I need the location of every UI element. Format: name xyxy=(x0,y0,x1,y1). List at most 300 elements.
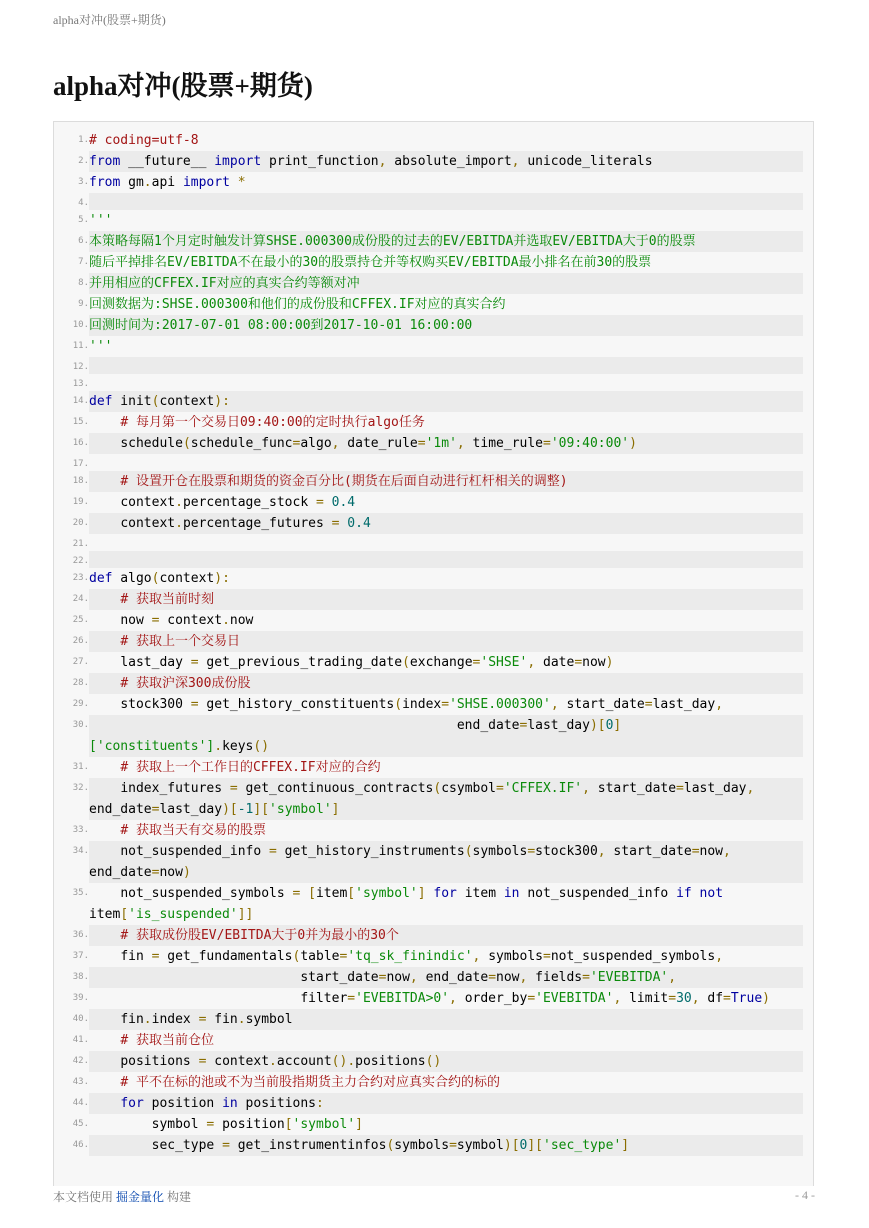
code-token: # 获取沪深300成份股 xyxy=(89,676,251,691)
code-token: 回测数据为:SHSE.000300和他们的成份股和CFFEX.IF对应的真实合约 xyxy=(89,297,506,312)
code-token: filter xyxy=(89,991,348,1006)
code-token: ] xyxy=(417,886,434,901)
code-token: # 获取上一个交易日 xyxy=(89,634,240,649)
code-line xyxy=(54,1051,813,1072)
line-number: 14. xyxy=(72,396,89,406)
code-line xyxy=(54,715,813,757)
line-number: 25. xyxy=(72,615,89,625)
code-token: [ xyxy=(120,907,129,922)
code-token: , xyxy=(715,949,724,964)
code-token: = xyxy=(691,844,700,859)
code-token: , xyxy=(519,970,528,985)
code-text xyxy=(89,778,803,820)
code-token: # 平不在标的池或不为当前股指期货主力合约对应真实合约的标的 xyxy=(89,1075,500,1090)
code-text xyxy=(89,673,803,694)
code-line xyxy=(54,883,813,925)
code-line xyxy=(54,252,813,273)
code-token: not_suspended_info xyxy=(519,886,677,901)
code-token: sec_type xyxy=(89,1138,223,1153)
line-number: 23. xyxy=(72,573,89,583)
code-token: , xyxy=(331,436,340,451)
code-line xyxy=(54,513,813,534)
code-token: # 获取当前仓位 xyxy=(89,1033,214,1048)
code-token: , xyxy=(715,697,724,712)
code-token: last_day xyxy=(89,655,191,670)
code-token: position xyxy=(143,1096,223,1111)
code-token: , xyxy=(691,991,700,1006)
code-token: symbols xyxy=(394,1138,450,1153)
code-token: fin xyxy=(89,1012,144,1027)
code-text xyxy=(89,391,803,412)
line-number: 9. xyxy=(78,299,89,309)
code-token: () xyxy=(425,1054,442,1069)
code-token: 随后平掉排名EV/EBITDA不在最小的30的股票持仓并等权购买EV/EBITDA最小排名在前30的股票 xyxy=(89,255,652,270)
code-token: symbols xyxy=(472,844,528,859)
code-token: = xyxy=(198,1012,207,1027)
code-token: # 每月第一个交易日09:40:00的定时执行algo任务 xyxy=(89,415,425,430)
code-token: = xyxy=(676,781,684,796)
code-token: , xyxy=(613,991,622,1006)
code-token: = xyxy=(472,655,481,670)
code-line xyxy=(54,1009,813,1030)
code-line xyxy=(54,1114,813,1135)
code-token: get_fundamentals xyxy=(159,949,293,964)
line-number: 35. xyxy=(72,888,89,898)
code-token: index xyxy=(151,1012,199,1027)
line-number: 26. xyxy=(72,636,89,646)
code-token: positions xyxy=(355,1054,426,1069)
code-token: now xyxy=(386,970,410,985)
code-token: = xyxy=(151,865,160,880)
code-token: ][ xyxy=(253,802,270,817)
code-token: init xyxy=(112,394,152,409)
code-token: # 获取当前时刻 xyxy=(89,592,214,607)
code-line xyxy=(54,315,813,336)
code-token: index xyxy=(402,697,442,712)
code-line xyxy=(54,231,813,252)
code-text xyxy=(89,294,803,315)
code-token: , xyxy=(723,844,731,859)
code-token: ]] xyxy=(237,907,254,922)
code-text xyxy=(89,412,803,433)
code-token: '09:40:00' xyxy=(550,436,630,451)
code-token: end_date xyxy=(89,802,152,817)
code-token: in xyxy=(222,1096,238,1111)
code-line xyxy=(54,492,813,513)
code-token: * xyxy=(229,175,246,190)
code-token: now xyxy=(496,970,520,985)
code-token: from xyxy=(89,175,121,190)
code-token: now xyxy=(229,613,254,628)
line-number: 24. xyxy=(72,594,89,604)
code-token: 30 xyxy=(676,991,692,1006)
code-line xyxy=(54,589,813,610)
code-line xyxy=(54,551,813,568)
code-token: stock300 xyxy=(89,697,191,712)
page-number: - 4 - xyxy=(795,1188,815,1202)
code-token: last_day xyxy=(683,781,747,796)
code-text xyxy=(89,172,803,193)
code-token: date_rule xyxy=(339,436,418,451)
code-line xyxy=(54,610,813,631)
code-text xyxy=(89,551,803,568)
line-number: 44. xyxy=(72,1098,89,1108)
code-token: ''' xyxy=(89,339,113,354)
code-token: account xyxy=(276,1054,332,1069)
code-token: , xyxy=(472,949,481,964)
footer-link[interactable]: 掘金量化 xyxy=(116,1190,165,1204)
code-text xyxy=(89,210,803,231)
code-line xyxy=(54,694,813,715)
code-token: 0 xyxy=(519,1138,528,1153)
code-token: 'is_suspended' xyxy=(128,907,238,922)
code-text xyxy=(89,589,803,610)
line-number: 12. xyxy=(72,362,89,372)
code-token: = xyxy=(151,949,160,964)
code-text xyxy=(89,273,803,294)
code-token: schedule xyxy=(89,436,183,451)
footer-credit xyxy=(53,1188,191,1205)
code-token: positions xyxy=(237,1096,317,1111)
code-token: = xyxy=(206,1117,215,1132)
code-token: positions xyxy=(89,1054,199,1069)
line-number: 5. xyxy=(78,215,89,225)
code-token: algo xyxy=(300,436,332,451)
code-line xyxy=(54,391,813,412)
code-token: , xyxy=(456,436,465,451)
code-token: ) xyxy=(629,436,637,451)
code-token: = xyxy=(229,781,238,796)
code-token: ] xyxy=(613,718,622,733)
code-token: context xyxy=(206,1054,270,1069)
code-token: unicode_literals xyxy=(519,154,653,169)
code-token: = xyxy=(292,436,301,451)
code-text xyxy=(89,883,803,925)
code-text xyxy=(89,357,803,374)
code-token: not_suspended_symbols xyxy=(550,949,716,964)
code-token: (). xyxy=(331,1054,356,1069)
code-token: symbol xyxy=(89,1117,207,1132)
code-token: ] xyxy=(355,1117,363,1132)
code-text xyxy=(89,315,803,336)
line-number: 30. xyxy=(72,720,89,730)
code-text xyxy=(89,925,803,946)
code-token: 'EVEBITDA>0' xyxy=(355,991,450,1006)
line-number: 19. xyxy=(72,497,89,507)
code-token: ( xyxy=(151,394,160,409)
code-token: = xyxy=(339,949,348,964)
code-token: get_continuous_contracts xyxy=(237,781,434,796)
line-number: 29. xyxy=(72,699,89,709)
code-token: 0.4 xyxy=(339,516,371,531)
code-token: ''' xyxy=(89,213,113,228)
code-token: start_date xyxy=(558,697,645,712)
code-token: . xyxy=(222,613,230,628)
code-token: ) xyxy=(605,655,614,670)
code-text xyxy=(89,988,803,1009)
code-token: end_date xyxy=(89,718,520,733)
code-token: () xyxy=(253,739,270,754)
code-token: ( xyxy=(292,949,301,964)
code-token: ] xyxy=(331,802,340,817)
code-token: )[ xyxy=(589,718,606,733)
code-token: , xyxy=(511,154,520,169)
code-token: [ xyxy=(300,886,316,901)
code-token: # 获取成份股EV/EBITDA大于0并为最小的30个 xyxy=(89,928,399,943)
code-text xyxy=(89,631,803,652)
code-token: True xyxy=(730,991,763,1006)
code-token xyxy=(89,1096,120,1111)
code-token: context xyxy=(89,495,176,510)
code-line xyxy=(54,946,813,967)
code-token: def xyxy=(89,571,113,586)
code-token: = xyxy=(222,1138,230,1153)
code-line xyxy=(54,433,813,454)
line-number: 32. xyxy=(72,783,89,793)
code-token: 'EVEBITDA' xyxy=(535,991,614,1006)
code-text xyxy=(89,757,803,778)
code-token: ): xyxy=(214,394,230,409)
code-line xyxy=(54,294,813,315)
line-number: 7. xyxy=(78,257,89,267)
code-line xyxy=(54,1030,813,1051)
code-token: = xyxy=(316,495,324,510)
code-text xyxy=(89,471,803,492)
line-number: 31. xyxy=(72,762,89,772)
code-text xyxy=(89,1114,803,1135)
code-token: in xyxy=(503,886,520,901)
line-number: 21. xyxy=(72,539,89,549)
code-line xyxy=(54,1135,813,1156)
code-token: now xyxy=(159,865,183,880)
line-number: 22. xyxy=(72,556,89,566)
code-line xyxy=(54,757,813,778)
line-number: 11. xyxy=(72,341,89,351)
line-number: 36. xyxy=(72,930,89,940)
running-header: alpha对冲(股票+期货) xyxy=(53,13,166,27)
code-token: = xyxy=(331,516,340,531)
code-token: not_suspended_symbols xyxy=(89,886,293,901)
line-number: 1. xyxy=(78,135,89,145)
code-line xyxy=(54,673,813,694)
code-token: item xyxy=(456,886,504,901)
code-block xyxy=(53,121,814,1186)
code-token: ( xyxy=(464,844,473,859)
code-token: , xyxy=(597,844,606,859)
code-token: keys xyxy=(222,739,254,754)
footer-suffix: 构建 xyxy=(164,1190,192,1204)
code-token: = xyxy=(582,970,590,985)
code-token: = xyxy=(378,970,387,985)
code-text xyxy=(89,1093,803,1114)
code-token: = xyxy=(347,991,356,1006)
code-text xyxy=(89,568,803,589)
line-number: 17. xyxy=(72,459,89,469)
code-token: ) xyxy=(762,991,770,1006)
code-token: = xyxy=(543,436,551,451)
code-token: , xyxy=(550,697,559,712)
code-text xyxy=(89,433,803,454)
code-text xyxy=(89,1051,803,1072)
code-token: = xyxy=(292,886,301,901)
code-token: fin xyxy=(89,949,152,964)
code-token: = xyxy=(441,697,450,712)
code-token: , xyxy=(668,970,677,985)
code-token: start_date xyxy=(89,970,379,985)
code-token: [ xyxy=(347,886,356,901)
code-text xyxy=(89,841,803,883)
code-token: absolute_import xyxy=(386,154,512,169)
code-line xyxy=(54,412,813,433)
code-text xyxy=(89,715,803,757)
code-token: 'SHSE' xyxy=(480,655,528,670)
line-number: 15. xyxy=(72,417,89,427)
code-token: index_futures xyxy=(89,781,230,796)
code-token: item xyxy=(315,886,348,901)
code-token: . xyxy=(175,516,183,531)
code-text xyxy=(89,130,803,151)
code-line xyxy=(54,471,813,492)
code-token: = xyxy=(644,697,653,712)
code-token: date xyxy=(535,655,575,670)
code-token: api xyxy=(151,175,183,190)
line-number: 38. xyxy=(72,972,89,982)
code-token: # 设置开仓在股票和期货的资金百分比(期货在后面自动进行杠杆相关的调整) xyxy=(89,474,568,489)
code-token: . xyxy=(175,495,183,510)
code-token: percentage_stock xyxy=(182,495,316,510)
code-token: last_day xyxy=(652,697,716,712)
code-text xyxy=(89,946,803,967)
code-token: 'symbol' xyxy=(355,886,418,901)
code-token: df xyxy=(699,991,724,1006)
code-token: # 获取上一个工作日的CFFEX.IF对应的合约 xyxy=(89,760,381,775)
code-line xyxy=(54,193,813,210)
code-token: item xyxy=(89,907,121,922)
code-token xyxy=(692,886,700,901)
code-token: last_day xyxy=(527,718,590,733)
code-token: = xyxy=(496,781,504,796)
code-line xyxy=(54,357,813,374)
code-token: import xyxy=(182,175,230,190)
code-text xyxy=(89,513,803,534)
code-token: get_instrumentinfos xyxy=(229,1138,387,1153)
code-token: -1 xyxy=(237,802,254,817)
code-line xyxy=(54,1093,813,1114)
code-token: csymbol xyxy=(441,781,497,796)
code-token: order_by xyxy=(456,991,528,1006)
code-token: not xyxy=(699,886,724,901)
code-token: ] xyxy=(621,1138,630,1153)
code-text xyxy=(89,252,803,273)
code-token: percentage_futures xyxy=(182,516,332,531)
code-token: ( xyxy=(182,436,191,451)
line-number: 3. xyxy=(78,177,89,187)
code-token: ( xyxy=(402,655,410,670)
line-number: 10. xyxy=(72,320,89,330)
code-token: = xyxy=(527,844,536,859)
line-number: 45. xyxy=(72,1119,89,1129)
code-token: symbols xyxy=(480,949,543,964)
code-token: context xyxy=(89,516,176,531)
code-token: for xyxy=(433,886,457,901)
code-token: = xyxy=(519,718,528,733)
code-text xyxy=(89,820,803,841)
code-token: fin xyxy=(206,1012,238,1027)
code-line xyxy=(54,988,813,1009)
code-token: = xyxy=(151,613,160,628)
code-token: . xyxy=(214,739,223,754)
code-token: 'SHSE.000300' xyxy=(449,697,551,712)
code-line xyxy=(54,210,813,231)
line-number: 16. xyxy=(72,438,89,448)
code-line xyxy=(54,534,813,551)
code-token: now xyxy=(699,844,724,859)
code-line xyxy=(54,820,813,841)
line-number: 8. xyxy=(78,278,89,288)
code-token: = xyxy=(527,991,536,1006)
line-number: 34. xyxy=(72,846,89,856)
code-token: = xyxy=(723,991,731,1006)
line-number: 42. xyxy=(72,1056,89,1066)
code-token: = xyxy=(488,970,497,985)
code-token: end_date xyxy=(89,865,152,880)
page-title: alpha对冲(股票+期货) xyxy=(53,71,313,101)
code-text xyxy=(89,1135,803,1156)
code-token: start_date xyxy=(605,844,692,859)
code-token: = xyxy=(449,1138,457,1153)
code-token: ( xyxy=(433,781,442,796)
code-text xyxy=(89,610,803,631)
code-token: 0 xyxy=(605,718,614,733)
code-token: symbol xyxy=(456,1138,504,1153)
code-token: now xyxy=(89,613,152,628)
code-token: ( xyxy=(151,571,160,586)
code-token: ) xyxy=(182,865,191,880)
code-token: 'CFFEX.IF' xyxy=(503,781,583,796)
code-token: = xyxy=(269,844,277,859)
code-line xyxy=(54,631,813,652)
code-token: , xyxy=(409,970,418,985)
code-token: ][ xyxy=(527,1138,544,1153)
code-line xyxy=(54,925,813,946)
code-token: '1m' xyxy=(425,436,457,451)
code-token: exchange xyxy=(409,655,473,670)
code-token: 'symbol' xyxy=(269,802,332,817)
code-text xyxy=(89,1072,803,1093)
code-token: position xyxy=(214,1117,285,1132)
code-token: = xyxy=(574,655,583,670)
code-token: end_date xyxy=(417,970,489,985)
code-token: # coding=utf-8 xyxy=(89,133,199,148)
code-token: ( xyxy=(394,697,403,712)
code-token: = xyxy=(198,1054,207,1069)
code-lines xyxy=(54,130,813,1156)
line-number: 13. xyxy=(72,379,89,389)
code-token: . xyxy=(143,175,152,190)
code-token: 本策略每隔1个月定时触发计算SHSE.000300成份股的过去的EV/EBITDA并选取EV/EBITDA大于0的股票 xyxy=(89,234,696,249)
code-text xyxy=(89,534,803,551)
code-token: time_rule xyxy=(464,436,544,451)
code-token: 'sec_type' xyxy=(543,1138,622,1153)
code-token: symbol xyxy=(245,1012,293,1027)
code-token: import xyxy=(214,154,262,169)
code-line xyxy=(54,374,813,391)
code-token: not_suspended_info xyxy=(89,844,270,859)
code-token: if xyxy=(676,886,692,901)
line-number: 18. xyxy=(72,476,89,486)
code-line xyxy=(54,967,813,988)
code-line xyxy=(54,130,813,151)
